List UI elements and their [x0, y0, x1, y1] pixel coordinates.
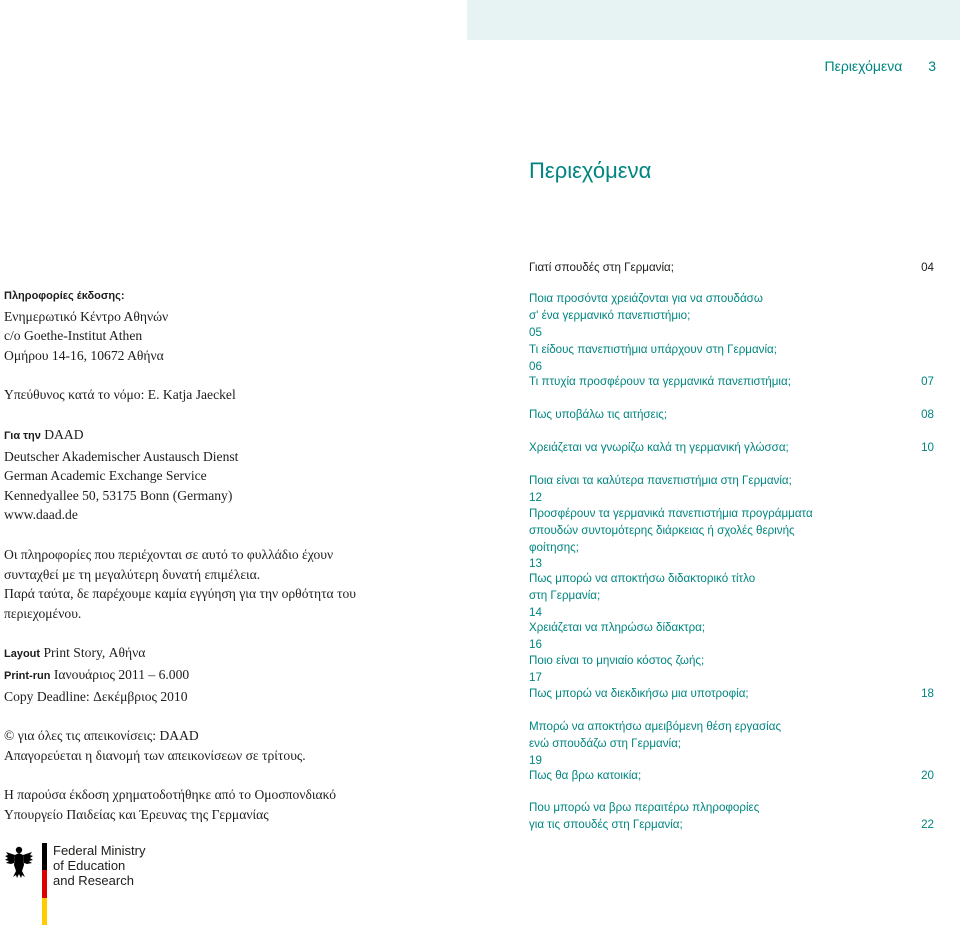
toc-entry-page: 16 [529, 637, 542, 651]
toc-entry-title: φοίτησης; [529, 540, 579, 554]
running-head-section: Περιεχόμενα [824, 58, 903, 74]
publisher-label: Πληροφορίες έκδοσης: [4, 290, 125, 302]
printrun-value: Ιανουάριος 2011 – 6.000 [53, 666, 190, 682]
toc-entry[interactable] [529, 686, 934, 703]
toc-entry-title: Μπορώ να αποκτήσω αμειβόμενη θέση εργασίας [529, 720, 782, 733]
toc-entry-title: Ποιο είναι το μηνιαίο κόστος ζωής; [529, 654, 705, 667]
funding-line: Η παρούσα έκδοση χρηματοδοτήθηκε από το Ομοσπονδιακό [4, 787, 337, 803]
toc-entry[interactable] [529, 440, 934, 457]
disclaimer-line: συνταχθεί με τη μεγαλύτερη δυνατή επιμέλεια. [4, 566, 261, 582]
ministry-line: Federal Ministry [53, 843, 146, 858]
disclaimer-line: Παρά ταύτα, δε παρέχουμε καμία εγγύηση για την ορθότητα του [4, 586, 357, 602]
toc-entry-page: 22 [921, 817, 934, 831]
toc-entry[interactable] [529, 620, 934, 654]
running-head [824, 58, 936, 74]
daad-line: German Academic Exchange Service [4, 468, 207, 484]
toc-entry-title: Πως υποβάλω τις αιτήσεις; [529, 408, 668, 421]
flag-bar [42, 843, 47, 925]
ministry-line: of Education [53, 858, 126, 873]
toc-entry[interactable] [529, 800, 934, 834]
layout-credit [4, 643, 424, 665]
disclaimer-line: Οι πληροφορίες που περιέχονται σε αυτό το φυλλάδιο έχουν [4, 546, 334, 562]
toc-entry-page: 07 [921, 375, 934, 388]
toc-entry[interactable] [529, 653, 934, 687]
page-number: 3 [928, 58, 936, 74]
toc-entry-title: Τι πτυχία προσφέρουν τα γερμανικά πανεπιστήμια; [529, 375, 791, 388]
toc-entry[interactable] [529, 571, 934, 621]
toc-entry-title: σπουδών συντομότερης διάρκειας ή σχολές θερινής [529, 523, 795, 537]
daad-line: Deutscher Akademischer Austausch Dienst [4, 448, 239, 464]
daad-website-link[interactable]: www.daad.de [4, 507, 78, 523]
copyright-line: Απαγορεύεται η διανομή των απεικονίσεων σε τρίτους. [4, 747, 306, 763]
publisher-line: Ομήρου 14-16, 10672 Αθήνα [4, 347, 164, 363]
toc-entry-page: 19 [529, 753, 542, 767]
toc-entry-title: Πως μπορώ να αποκτήσω διδακτορικό τίτλο [529, 572, 756, 585]
toc-entry-title: Γιατί σπουδές στη Γερμανία; [529, 261, 674, 274]
printrun-credit [4, 665, 424, 687]
toc-entry-title: Ποια προσόντα χρειάζονται για να σπουδάσω [529, 292, 763, 305]
flag-stripe-red [42, 870, 47, 897]
toc-entry[interactable] [529, 719, 934, 769]
toc-entry-page: 13 [529, 557, 542, 571]
toc-entry-page: 08 [921, 408, 934, 421]
toc-entry-title: σ' ένα γερμανικό πανεπιστήμιο; [529, 308, 691, 322]
toc-entry[interactable] [529, 473, 934, 507]
toc-entry[interactable] [529, 291, 934, 341]
toc-entry[interactable] [529, 506, 934, 573]
toc-entry-page: 17 [529, 670, 542, 684]
toc-entry[interactable] [529, 374, 934, 391]
funding-line: Υπουργείο Παιδείας και Έρευνας της Γερμανίας [4, 806, 269, 822]
toc-entry-page: 05 [529, 325, 542, 339]
toc-entry-page: 20 [921, 769, 934, 782]
daad-line: Kennedyallee 50, 53175 Bonn (Germany) [4, 487, 233, 503]
responsible-person: Υπεύθυνος κατά το νόμο: E. Katja Jaeckel [4, 387, 236, 403]
flag-stripe-gold [42, 898, 47, 925]
toc-entry-title: Ποια είναι τα καλύτερα πανεπιστήμια στη Γερμανία; [529, 474, 792, 487]
toc-entry-page: 10 [921, 441, 934, 454]
publisher-line: c/o Goethe-Institut Athen [4, 328, 143, 344]
toc-entry-title: Προσφέρουν τα γερμανικά πανεπιστήμια προγράμματα [529, 507, 813, 520]
bmbf-logo [4, 843, 154, 925]
toc-entry-title: Πως θα βρω κατοικία; [529, 769, 642, 782]
page-title: Περιεχόμενα [529, 158, 652, 183]
copy-deadline: Copy Deadline: Δεκέμβριος 2010 [4, 688, 188, 704]
toc-entry-page: 12 [529, 490, 542, 504]
toc-entry-page: 06 [529, 359, 542, 373]
publisher-line: Ενημερωτικό Κέντρο Αθηνών [4, 308, 169, 324]
disclaimer-line: περιεχομένου. [4, 605, 82, 621]
copyright-line: © για όλες τις απεικονίσεις: DAAD [4, 728, 199, 744]
toc-entry[interactable] [529, 768, 934, 785]
toc-entry-title: ενώ σπουδάζω στη Γερμανία; [529, 736, 682, 750]
daad-heading [4, 425, 424, 447]
ministry-line: and Research [53, 873, 134, 888]
federal-eagle-icon [4, 845, 34, 879]
toc-entry[interactable] [529, 260, 934, 277]
header-band [467, 0, 960, 40]
toc-entry-title: για τις σπουδές στη Γερμανία; [529, 817, 683, 831]
toc-entry-page: 04 [921, 261, 934, 274]
layout-label: Layout [4, 648, 41, 661]
layout-value: Print Story, Αθήνα [43, 645, 146, 661]
toc-entry-title: Χρειάζεται να πληρώσω δίδακτρα; [529, 621, 706, 634]
toc-entry-title: στη Γερμανία; [529, 588, 601, 602]
daad-name: DAAD [44, 426, 84, 442]
flag-stripe-black [42, 843, 47, 870]
daad-label: Για την [4, 429, 41, 442]
toc-entry-title: Τι είδους πανεπιστήμια υπάρχουν στη Γερμανία; [529, 343, 777, 356]
toc-entry[interactable] [529, 407, 934, 424]
toc-entry-title: Πως μπορώ να διεκδικήσω μια υποτροφία; [529, 687, 749, 700]
toc-entry-title: Που μπορώ να βρω περαιτέρω πληροφορίες [529, 801, 760, 814]
ministry-name [53, 843, 145, 888]
imprint [4, 287, 424, 824]
toc-entry-title: Χρειάζεται να γνωρίζω καλά τη γερμανική γλώσσα; [529, 441, 789, 454]
toc-entry[interactable] [529, 342, 934, 376]
toc-entry-page: 18 [921, 687, 934, 700]
printrun-label: Print-run [4, 669, 51, 682]
toc-entry-page: 14 [529, 605, 542, 619]
